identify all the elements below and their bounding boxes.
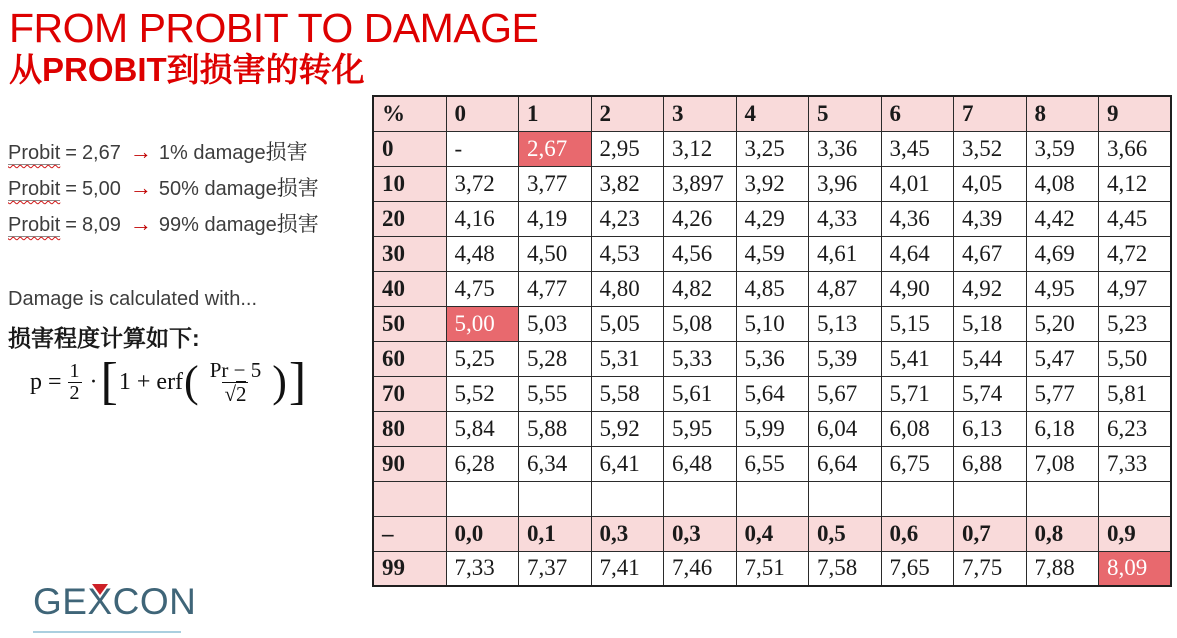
table-cell: 4,80 <box>591 271 664 306</box>
table-cell: 0,8 <box>1026 516 1099 551</box>
table-cell: 0,6 <box>881 516 954 551</box>
title-block <box>9 6 538 88</box>
logo-x-text: X <box>87 581 113 622</box>
logo-text-post: CON <box>112 581 197 622</box>
table-cell <box>1026 481 1099 516</box>
table-row-label: 40 <box>373 271 446 306</box>
table-row <box>373 551 1171 586</box>
table-cell: 4,95 <box>1026 271 1099 306</box>
table-cell: 7,58 <box>809 551 882 586</box>
table-row-label: 10 <box>373 166 446 201</box>
table-cell: 0,3 <box>591 516 664 551</box>
table-col-header: 1 <box>519 96 592 131</box>
probit-formula: p = $\frac{1}{2}$ · [ 1 + erf ( $\frac{Pr - 5}{√2}$ ) ] <box>30 353 307 410</box>
equals-sign: = <box>65 178 77 200</box>
table-row <box>373 481 1171 516</box>
table-row-label: 20 <box>373 201 446 236</box>
table-cell: 4,56 <box>664 236 737 271</box>
table-cell: 5,39 <box>809 341 882 376</box>
table-row-label: 80 <box>373 411 446 446</box>
table-cell: 4,67 <box>954 236 1027 271</box>
table-cell <box>736 481 809 516</box>
table-cell: 3,59 <box>1026 131 1099 166</box>
formula-inner-text: 1 + erf <box>118 368 184 395</box>
table-col-header: 9 <box>1099 96 1172 131</box>
table-cell: 4,23 <box>591 201 664 236</box>
calc-text-zh: 损害程度计算如下: <box>8 325 200 351</box>
table-cell: - <box>446 131 519 166</box>
fraction-pr <box>206 359 266 404</box>
table-cell: 7,41 <box>591 551 664 586</box>
table-col-header: 4 <box>736 96 809 131</box>
table-cell: 4,72 <box>1099 236 1172 271</box>
table-cell: 4,05 <box>954 166 1027 201</box>
table-cell: 7,33 <box>446 551 519 586</box>
table-cell: 3,96 <box>809 166 882 201</box>
table-cell: 6,23 <box>1099 411 1172 446</box>
table-cell: 5,95 <box>664 411 737 446</box>
table-row-label: 70 <box>373 376 446 411</box>
table-cell: 0,7 <box>954 516 1027 551</box>
table-cell: 4,19 <box>519 201 592 236</box>
table-cell: 5,15 <box>881 306 954 341</box>
table-cell <box>519 481 592 516</box>
table-cell: 4,87 <box>809 271 882 306</box>
probit-line <box>8 170 319 206</box>
slide-title: FROM PROBIT TO DAMAGE <box>9 5 539 51</box>
table-cell: 4,42 <box>1026 201 1099 236</box>
table-cell <box>881 481 954 516</box>
table-row <box>373 236 1171 271</box>
table-cell: 2,67 <box>519 131 592 166</box>
calc-text-block <box>8 286 257 353</box>
table-cell: 7,08 <box>1026 446 1099 481</box>
table-cell: 5,81 <box>1099 376 1172 411</box>
table-cell: 5,52 <box>446 376 519 411</box>
table-cell: 5,88 <box>519 411 592 446</box>
table-cell: 4,16 <box>446 201 519 236</box>
table-cell: 5,92 <box>591 411 664 446</box>
table-cell: 0,0 <box>446 516 519 551</box>
table-col-header: 2 <box>591 96 664 131</box>
damage-result-en: 1% damage <box>158 142 266 164</box>
table-cell: 4,92 <box>954 271 1027 306</box>
table-cell: 5,20 <box>1026 306 1099 341</box>
table-cell: 7,88 <box>1026 551 1099 586</box>
table-cell <box>809 481 882 516</box>
table-cell: 6,64 <box>809 446 882 481</box>
table-col-header: 8 <box>1026 96 1099 131</box>
table-cell: 5,41 <box>881 341 954 376</box>
table-cell: 5,47 <box>1026 341 1099 376</box>
arrow-right-icon: → <box>129 139 152 164</box>
table-cell: 4,01 <box>881 166 954 201</box>
table-cell: 4,12 <box>1099 166 1172 201</box>
table-cell: 5,23 <box>1099 306 1172 341</box>
table-cell: 4,53 <box>591 236 664 271</box>
table-cell: 3,77 <box>519 166 592 201</box>
table-cell: 5,10 <box>736 306 809 341</box>
table-cell: 0,3 <box>664 516 737 551</box>
table-col-header: 7 <box>954 96 1027 131</box>
fraction-numerator: Pr − 5 <box>209 358 262 383</box>
table-row <box>373 166 1171 201</box>
table-row <box>373 131 1171 166</box>
probit-line <box>8 134 319 170</box>
table-cell: 2,95 <box>591 131 664 166</box>
table-cell: 0,5 <box>809 516 882 551</box>
sqrt-icon: √ <box>224 381 236 406</box>
table-cell: 5,36 <box>736 341 809 376</box>
table-cell: 7,51 <box>736 551 809 586</box>
table-row <box>373 376 1171 411</box>
table-cell: 3,66 <box>1099 131 1172 166</box>
table-row <box>373 306 1171 341</box>
probit-term: Probit <box>8 178 61 200</box>
table-cell: 3,897 <box>664 166 737 201</box>
table-row-label: 90 <box>373 446 446 481</box>
probit-value: 8,09 <box>81 214 121 236</box>
fraction-denominator: 2 <box>69 381 80 404</box>
table-cell: 4,26 <box>664 201 737 236</box>
table-row-label <box>373 481 446 516</box>
probit-term: Probit <box>8 214 61 236</box>
table-cell: 4,64 <box>881 236 954 271</box>
table-cell: 5,08 <box>664 306 737 341</box>
table-cell: 0,1 <box>519 516 592 551</box>
table-cell: 6,28 <box>446 446 519 481</box>
table-cell: 5,74 <box>954 376 1027 411</box>
table-cell: 5,25 <box>446 341 519 376</box>
table-cell: 0,4 <box>736 516 809 551</box>
table-cell: 5,64 <box>736 376 809 411</box>
logo-letter-x <box>87 581 112 623</box>
table-cell: 5,28 <box>519 341 592 376</box>
table-row-label: 50 <box>373 306 446 341</box>
table-row-label: 99 <box>373 551 446 586</box>
table-row <box>373 341 1171 376</box>
table-cell: 6,55 <box>736 446 809 481</box>
damage-result-zh: 损害 <box>276 213 319 236</box>
table-cell: 4,59 <box>736 236 809 271</box>
table-cell: 4,90 <box>881 271 954 306</box>
damage-result-zh: 损害 <box>265 141 308 164</box>
table-cell <box>664 481 737 516</box>
table-cell: 6,18 <box>1026 411 1099 446</box>
table-cell: 5,13 <box>809 306 882 341</box>
table-cell: 7,33 <box>1099 446 1172 481</box>
fraction-one-half <box>68 361 82 404</box>
table-cell: 5,84 <box>446 411 519 446</box>
table-cell: 7,46 <box>664 551 737 586</box>
table-cell: 6,13 <box>954 411 1027 446</box>
table-cell: 7,75 <box>954 551 1027 586</box>
table-cell: 3,12 <box>664 131 737 166</box>
table-cell: 7,37 <box>519 551 592 586</box>
table-cell: 5,71 <box>881 376 954 411</box>
table-cell <box>1099 481 1172 516</box>
table-cell: 5,44 <box>954 341 1027 376</box>
table-row <box>373 201 1171 236</box>
table-cell: 3,52 <box>954 131 1027 166</box>
logo-text-pre: GE <box>33 581 88 622</box>
table-cell: 3,25 <box>736 131 809 166</box>
fraction-numerator: 1 <box>69 359 80 382</box>
table-cell: 6,88 <box>954 446 1027 481</box>
table-col-header: 0 <box>446 96 519 131</box>
table-col-header: 6 <box>881 96 954 131</box>
calc-text-en: Damage is calculated with... <box>8 288 258 310</box>
fraction-denominator <box>222 382 248 405</box>
formula-lhs: p = <box>30 368 62 395</box>
table-cell: 4,77 <box>519 271 592 306</box>
table-cell: 0,9 <box>1099 516 1172 551</box>
table-cell: 4,69 <box>1026 236 1099 271</box>
table-col-header: 3 <box>664 96 737 131</box>
table-cell: 3,36 <box>809 131 882 166</box>
table-cell: 5,61 <box>664 376 737 411</box>
table-cell: 5,00 <box>446 306 519 341</box>
table-cell: 3,45 <box>881 131 954 166</box>
table-row-label: – <box>373 516 446 551</box>
slide-subtitle: 从PROBIT到损害的转化 <box>9 50 365 88</box>
multiply-dot: · <box>89 368 98 395</box>
table-cell: 5,05 <box>591 306 664 341</box>
probit-line <box>8 206 319 242</box>
table-cell: 6,34 <box>519 446 592 481</box>
arrow-right-icon: → <box>129 175 152 200</box>
table-cell: 4,39 <box>954 201 1027 236</box>
probit-table <box>372 95 1172 587</box>
arrow-right-icon: → <box>129 211 152 236</box>
table-cell: 6,08 <box>881 411 954 446</box>
table-cell: 3,82 <box>591 166 664 201</box>
table-cell: 5,03 <box>519 306 592 341</box>
equals-sign: = <box>65 142 77 164</box>
table-cell <box>591 481 664 516</box>
table-cell: 5,67 <box>809 376 882 411</box>
probit-mappings <box>8 134 319 242</box>
table-cell: 4,97 <box>1099 271 1172 306</box>
damage-result-en: 99% damage <box>158 214 277 236</box>
sqrt-argument: 2 <box>235 381 247 406</box>
table-cell: 5,18 <box>954 306 1027 341</box>
table-row <box>373 411 1171 446</box>
table-cell: 5,50 <box>1099 341 1172 376</box>
table-row <box>373 516 1171 551</box>
table-cell: 4,36 <box>881 201 954 236</box>
table-cell: 3,92 <box>736 166 809 201</box>
damage-result-en: 50% damage <box>158 178 277 200</box>
table-cell: 4,45 <box>1099 201 1172 236</box>
table-cell: 5,77 <box>1026 376 1099 411</box>
table-cell: 4,85 <box>736 271 809 306</box>
damage-result-zh: 损害 <box>276 177 319 200</box>
table-cell: 6,48 <box>664 446 737 481</box>
table-cell <box>446 481 519 516</box>
table-row-label: 0 <box>373 131 446 166</box>
table-row-label: 60 <box>373 341 446 376</box>
gexcon-logo <box>33 581 196 623</box>
table-cell: 4,75 <box>446 271 519 306</box>
table-cell: 5,55 <box>519 376 592 411</box>
table-cell: 4,33 <box>809 201 882 236</box>
logo-underline <box>33 631 181 633</box>
table-cell: 8,09 <box>1099 551 1172 586</box>
table-cell: 4,50 <box>519 236 592 271</box>
table-cell: 5,58 <box>591 376 664 411</box>
table-cell: 4,08 <box>1026 166 1099 201</box>
table-cell: 6,04 <box>809 411 882 446</box>
equals-sign: = <box>65 214 77 236</box>
table-cell: 5,31 <box>591 341 664 376</box>
table-corner-header: % <box>373 96 446 131</box>
table-cell: 7,65 <box>881 551 954 586</box>
table-cell: 5,33 <box>664 341 737 376</box>
table-cell <box>954 481 1027 516</box>
table-cell: 4,29 <box>736 201 809 236</box>
probit-value: 5,00 <box>81 178 121 200</box>
table-cell: 6,75 <box>881 446 954 481</box>
logo-triangle-icon <box>92 584 108 595</box>
table-cell: 4,82 <box>664 271 737 306</box>
table-cell: 4,48 <box>446 236 519 271</box>
table-col-header: 5 <box>809 96 882 131</box>
table-cell: 5,99 <box>736 411 809 446</box>
table-cell: 3,72 <box>446 166 519 201</box>
probit-term: Probit <box>8 142 61 164</box>
table-row <box>373 446 1171 481</box>
table-header-row <box>373 96 1171 131</box>
table-row <box>373 271 1171 306</box>
table-cell: 4,61 <box>809 236 882 271</box>
table-cell: 6,41 <box>591 446 664 481</box>
probit-value: 2,67 <box>81 142 121 164</box>
table-row-label: 30 <box>373 236 446 271</box>
